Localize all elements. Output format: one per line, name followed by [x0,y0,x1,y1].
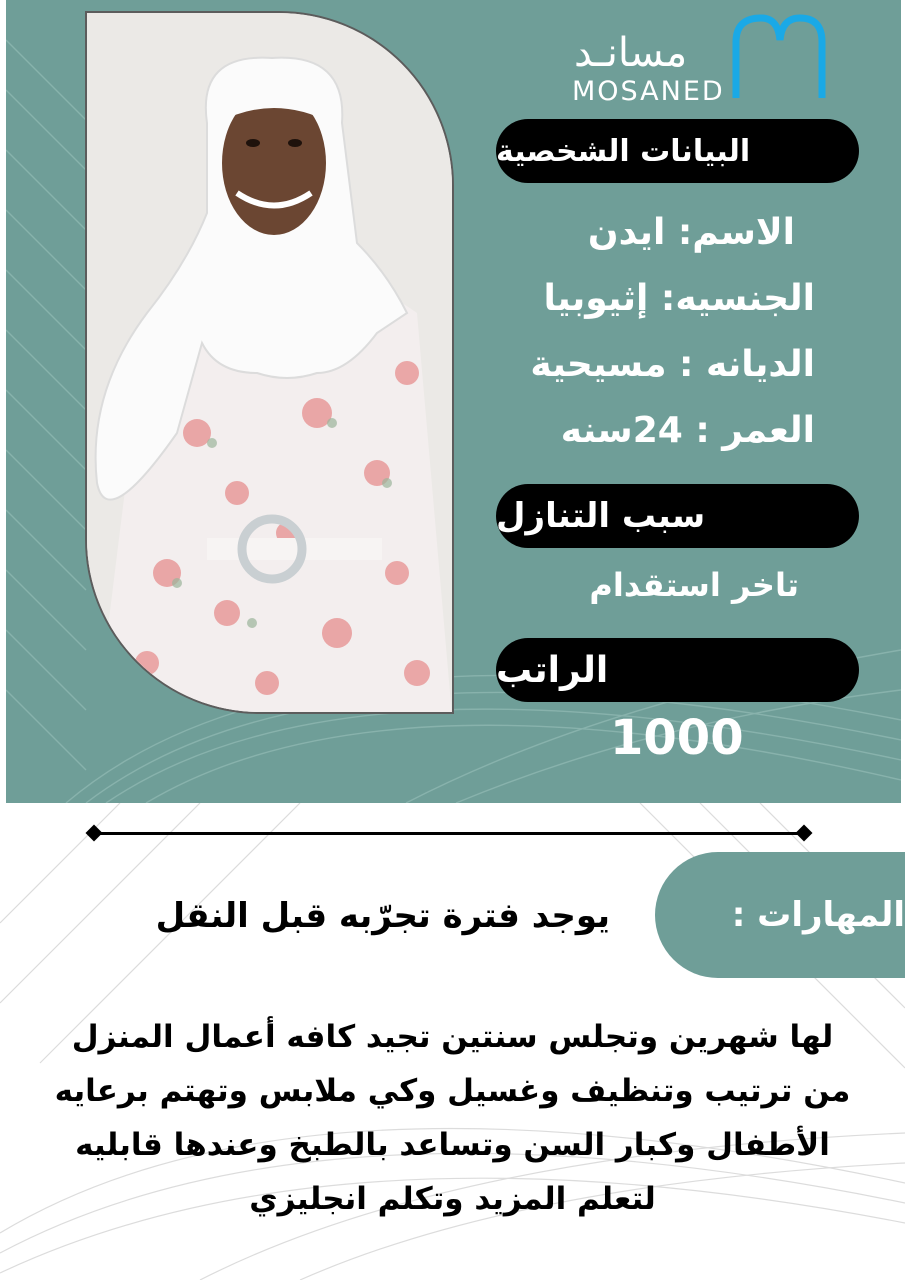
trial-period-note: يوجد فترة تجرّبه قبل النقل [155,896,610,936]
age-line: العمر : 24سنه [560,410,815,451]
skills-label-tab [655,852,905,978]
description-line-2: من ترتيب وتنظيف وغسيل وكي ملابس وتهتم برعايه [54,1073,851,1109]
logo-arabic: مسانـد [574,30,688,76]
profile-card-top [6,0,901,803]
waiver-reason-header: سبب التنازل [496,484,859,548]
logo-english: MOSANED [572,76,725,107]
profile-photo [85,11,454,714]
section-divider [94,832,806,835]
personal-data-header: البيانات الشخصية [496,119,859,183]
salary-amount: 1000 [610,710,744,766]
description-line-4: لتعلم المزيد وتكلم انجليزي [249,1181,656,1217]
mosaned-logo [566,14,826,106]
skills-description [0,1010,905,1226]
description-line-3: الأطفال وكبار السن وتساعد بالطبخ وعندها قابليه [75,1127,830,1163]
skills-label: المهارات : [731,895,905,935]
person-illustration [87,13,454,714]
name-line: الاسم: ايدن [587,212,795,253]
waiver-reason-value: تاخر استقدام [589,566,799,604]
nationality-line: الجنسيه: إثيوبيا [543,278,815,319]
salary-header: الراتب [496,638,859,702]
religion-line: الديانه : مسيحية [530,344,815,385]
description-line-1: لها شهرين وتجلس سنتين تجيد كافه أعمال المنزل [71,1019,834,1055]
